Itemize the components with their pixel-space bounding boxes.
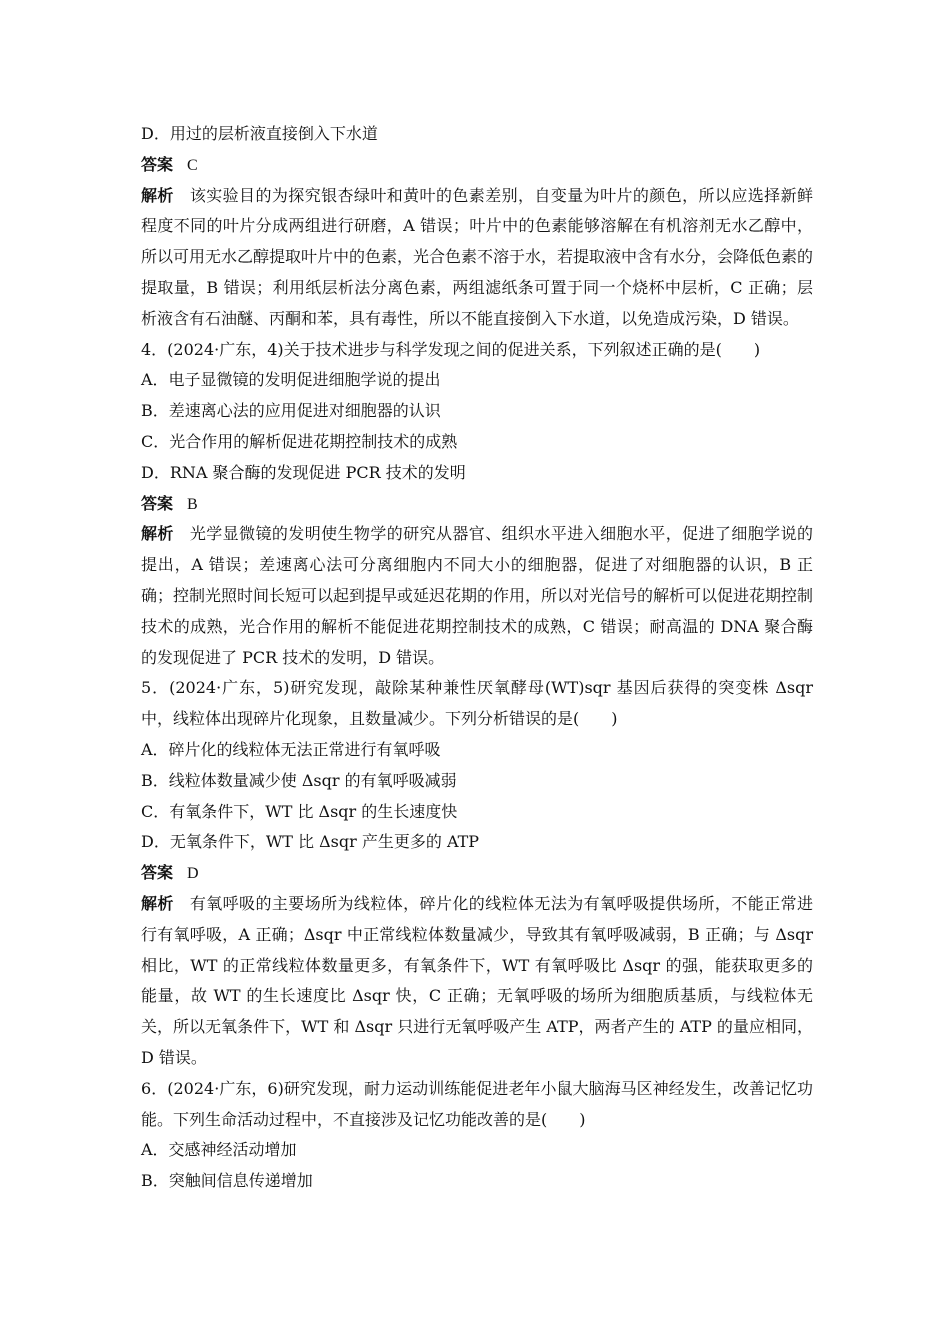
- q5-option-b: B．线粒体数量减少使 Δsqr 的有氧呼吸减弱: [141, 770, 457, 790]
- q3-answer: [141, 150, 813, 181]
- q5-analysis: [141, 889, 813, 1074]
- q5-option-c: C．有氧条件下，WT 比 Δsqr 的生长速度快: [141, 801, 458, 821]
- q5-stem: 5．(2024·广东，5)研究发现，敲除某种兼性厌氧酵母(WT)sqr 基因后获得的突变株 Δsqr 中，线粒体出现碎片化现象，且数量减少。下列分析错误的是( ): [141, 678, 813, 729]
- answer-value: D: [187, 865, 199, 883]
- q4-analysis: [141, 519, 813, 673]
- q4-option-b: B．差速离心法的应用促进对细胞器的认识: [141, 401, 441, 421]
- analysis-text: 光学显微镜的发明使生物学的研究从器官、组织水平进入细胞水平，促进了细胞学说的提出，A 错误；差速离心法可分离细胞内不同大小的细胞器，促进了对细胞器的认识，B 正确；控制光照时间长短可以起到提早或延迟花期的作用，所以对光信号的解析可以促进花期控制技术的成熟，光合作用的解析不能促进花期控制技术的成熟，C 错误；耐高温的 DNA 聚合酶的发现促进了 PCR 技术的发明，D 错误。: [141, 524, 814, 667]
- answer-value: C: [187, 156, 198, 174]
- q6-option-a: A．交感神经活动增加: [141, 1140, 297, 1160]
- page-content: [141, 119, 813, 1197]
- q4-answer: [141, 489, 813, 520]
- q6-stem: 6．(2024·广东，6)研究发现，耐力运动训练能促进老年小鼠大脑海马区神经发生，改善记忆功能。下列生命活动过程中，不直接涉及记忆功能改善的是( ): [141, 1078, 813, 1129]
- answer-label: 答案: [141, 863, 174, 883]
- q5-option-a: A．碎片化的线粒体无法正常进行有氧呼吸: [141, 739, 441, 759]
- q5-answer: [141, 858, 813, 889]
- q4-option-d: D．RNA 聚合酶的发现促进 PCR 技术的发明: [141, 462, 466, 482]
- q3-option-d: D．用过的层析液直接倒入下水道: [141, 124, 378, 143]
- q6-option-b: B．突触间信息传递增加: [141, 1171, 313, 1191]
- q5-option-d: D．无氧条件下，WT 比 Δsqr 产生更多的 ATP: [141, 832, 480, 852]
- analysis-label: 解析: [141, 893, 174, 913]
- analysis-text: 该实验目的为探究银杏绿叶和黄叶的色素差别，自变量为叶片的颜色，所以应选择新鲜程度不同的叶片分成两组进行研磨，A 错误；叶片中的色素能够溶解在有机溶剂无水乙醇中，所以可用无水乙醇提取叶片中的色素，光合色素不溶于水，若提取液中含有水分，会降低色素的提取量，B 错误；利用纸层析法分离色素，两组滤纸条可置于同一个烧杯中层析，C 正确；层析液含有石油醚、丙酮和苯，具有毒性，所以不能直接倒入下水道，以免造成污染，D 错误。: [141, 185, 814, 328]
- answer-value: B: [187, 495, 198, 513]
- q3-analysis: [141, 181, 813, 335]
- analysis-text: 有氧呼吸的主要场所为线粒体，碎片化的线粒体无法为有氧呼吸提供场所，不能正常进行有氧呼吸，A 正确；Δsqr 中正常线粒体数量减少，导致其有氧呼吸减弱，B 正确；与 Δsqr 相比，WT 的正常线粒体数量更多，有氧条件下，WT 有氧呼吸比 Δsqr 的强，能获取更多的能量，故 WT 的生长速度比 Δsqr 快，C 正确；无氧呼吸的场所为细胞质基质，与线粒体无关，所以无氧条件下，WT 和 Δsqr 只进行无氧呼吸产生 ATP，两者产生的 ATP 的量应相同，D 错误。: [141, 893, 813, 1067]
- q4-stem: 4．(2024·广东，4)关于技术进步与科学发现之间的促进关系，下列叙述正确的是( ): [141, 339, 761, 359]
- q4-option-c: C．光合作用的解析促进花期控制技术的成熟: [141, 431, 458, 451]
- analysis-label: 解析: [141, 524, 174, 544]
- q4-option-a: A．电子显微镜的发明促进细胞学说的提出: [141, 370, 441, 390]
- analysis-label: 解析: [141, 185, 174, 205]
- answer-label: 答案: [141, 493, 174, 513]
- answer-label: 答案: [141, 154, 174, 174]
